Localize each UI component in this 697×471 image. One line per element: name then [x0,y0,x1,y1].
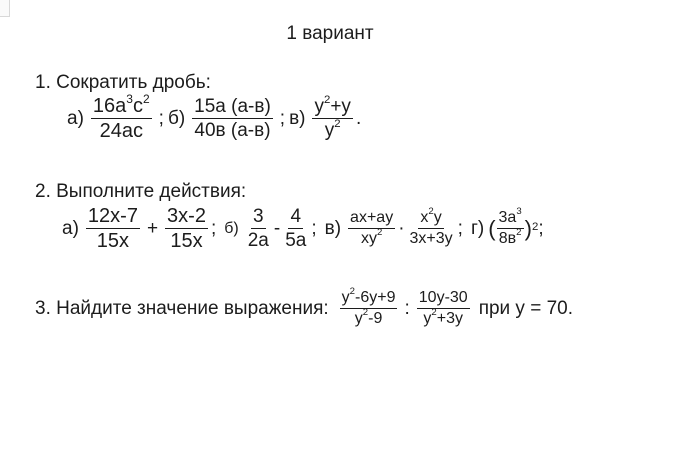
page-title: 1 вариант [286,23,374,44]
task-1-heading: 1. Сократить дробь: [35,72,211,93]
task-2a-fraction-2: $\frac{3x-2}{15x}$ [167,205,206,252]
task-3-heading: 3. Найдите значение выражения: [35,297,329,319]
task-2c-fraction-1: $\frac{ax+ay}{xy^2}$ [350,209,394,247]
task-3-fraction-2: $\frac{10y-30}{y^2+3y}$ [418,289,468,327]
task-3-fraction-1: $\frac{y^2-6y+9}{y^2-9}$ [341,286,396,327]
task-2-heading: 2. Выполните действия: [35,181,247,202]
task-2a-label: а) [62,218,79,239]
task-2b-label: б) [224,220,239,237]
task-2d-fraction: $\frac{3a^3}{8в^2}$ [498,206,522,247]
task-1c-label: в) [289,108,306,129]
task-2b-fraction-1: $\frac{3}{2a}$ [247,206,269,251]
task-2d-label: г) [470,218,485,239]
task-1b-label: б) [167,108,186,129]
task-2c-fraction-2: $\frac{x^2y}{3x+3y}$ [409,206,453,247]
task-2b-fraction-2: $\frac{4}{5a}$ [285,206,307,251]
task-1c-fraction: $\frac{y^2+y}{y^2}$ [314,94,351,141]
task-1a-fraction: $\frac{16a^3c^2}{24ac}$ [92,91,150,142]
task-1b-fraction: $\frac{15a (a-в)}{40в (a-в)}$ [194,96,271,141]
task-3-expression: 3. Найдите значение выражения: $\frac{y^2-6y+9}{y^2-9}$ : $\frac{10y-30}{y^2+3y}$ при y = 70. [35,286,574,327]
task-2c-label: в) [324,218,342,239]
task-2a-fraction-1: $\frac{12x-7}{15x}$ [87,205,138,252]
task-2-expressions: а) $\frac{12x-7}{15x}$ + $\frac{3x-2}{15x}$ ; б) $\frac{3}{2a}$ - $\frac{4}{5a}$ ; в) $\frac{ax+ay}{xy^2}$ · $\frac{x^2y}{3x+3y}$ ; г) ( $\frac{3a^3}{8в^2}$ ) $^2$ ; [62,205,544,252]
page-corner-fold [0,0,10,17]
task-3-tail: при y = 70. [478,297,574,319]
task-1a-label: а) [67,108,84,129]
task-1-expressions: а) $\frac{16a^3c^2}{24ac}$ ; б) $\frac{15a (a-в)}{40в (a-в)}$ ; в) $\frac{y^2+y}{y^2}$ . [67,91,362,142]
